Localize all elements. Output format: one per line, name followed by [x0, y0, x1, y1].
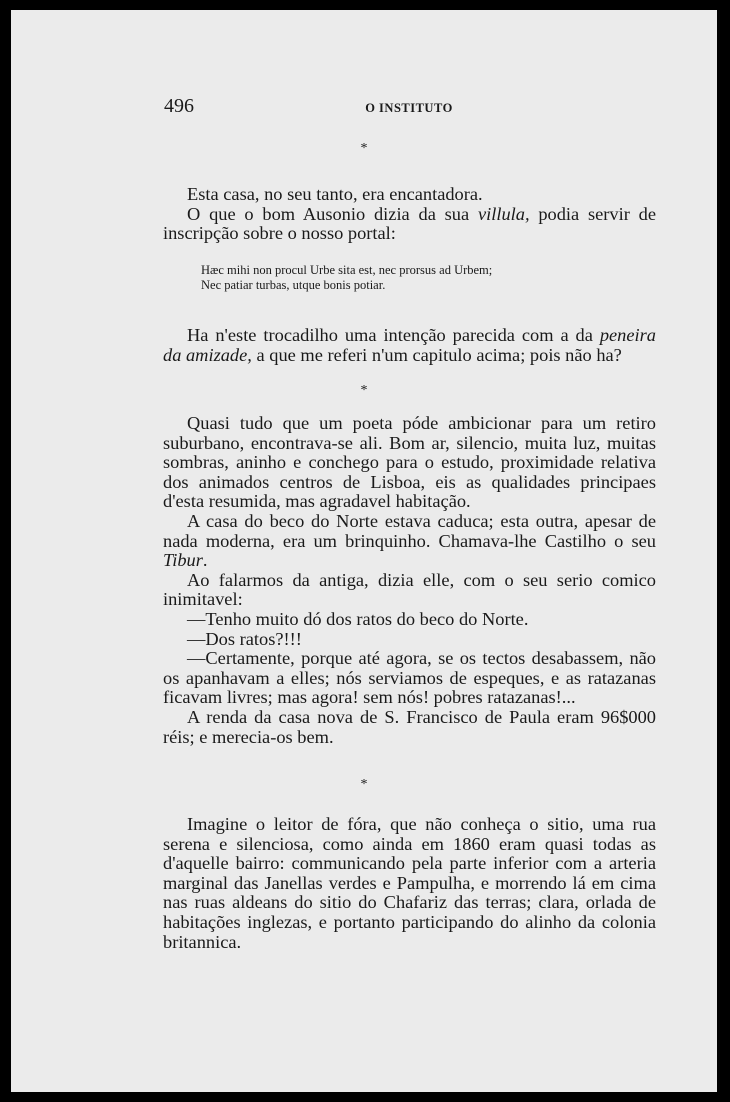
dialogue-line: —Certamente, porque até agora, se os tectos desabassem, não os apanhavam a elles; nós serviamos de espeques, e as ratazanas ficavam livres; mas agora! sem nós! pobres ratazanas!... — [163, 648, 656, 708]
section-separator: * — [360, 383, 368, 398]
text-block-1 — [163, 185, 656, 244]
text-block-2 — [163, 326, 656, 365]
text-block-3 — [163, 414, 656, 747]
section-separator: * — [360, 777, 368, 792]
page-number: 496 — [164, 95, 194, 117]
book-page — [11, 10, 717, 1092]
latin-quotation — [201, 263, 641, 293]
page-header — [164, 95, 654, 119]
paragraph: A casa do beco do Norte estava caduca; esta outra, apesar de nada moderna, era um brinquinho. Chamava-lhe Castilho o seu Tibur. — [163, 510, 656, 571]
text-block-4 — [163, 815, 656, 952]
paragraph: O que o bom Ausonio dizia da sua villula, podia servir de inscripção sobre o nosso portal: — [163, 203, 656, 244]
running-title: O INSTITUTO — [365, 101, 453, 115]
section-separator: * — [360, 141, 368, 156]
quote-line: Nec patiar turbas, utque bonis potiar. — [201, 278, 386, 292]
paragraph: Quasi tudo que um poeta póde ambicionar para um retiro suburbano, encontrava-se ali. Bom ar, silencio, muita luz, muitas sombras, aninho e conchego para o estudo, proximidade relativa dos animados centros de Lisboa, eis as qualidades principaes d'esta resumida, mas agradavel habitação. — [163, 413, 656, 512]
dialogue-line: —Dos ratos?!!! — [187, 628, 302, 649]
paragraph: Esta casa, no seu tanto, era encantadora. — [187, 184, 483, 204]
quote-line: Hæc mihi non procul Urbe sita est, nec prorsus ad Urbem; — [201, 263, 493, 277]
dialogue-line: —Tenho muito dó dos ratos do beco do Norte. — [187, 608, 529, 629]
paragraph: A renda da casa nova de S. Francisco de Paula eram 96$000 réis; e merecia-os bem. — [163, 706, 656, 747]
paragraph: Imagine o leitor de fóra, que não conheça o sitio, uma rua serena e silenciosa, como ainda em 1860 eram quasi todas as d'aquelle bairro: communicando pela parte inferior com a arteria marginal das Janellas verdes e Pampulha, e morrendo lá em cima nas ruas aldeans do sitio do Chafariz das terras; clara, orlada de habitações inglezas, e portanto participando do alinho da colonia britannica. — [163, 814, 656, 952]
paragraph: Ha n'este trocadilho uma intenção parecida com a da peneira da amizade, a que me referi n'um capitulo acima; pois não ha? — [163, 325, 656, 365]
paragraph: Ao falarmos da antiga, dizia elle, com o seu serio comico inimitavel: — [163, 569, 656, 610]
